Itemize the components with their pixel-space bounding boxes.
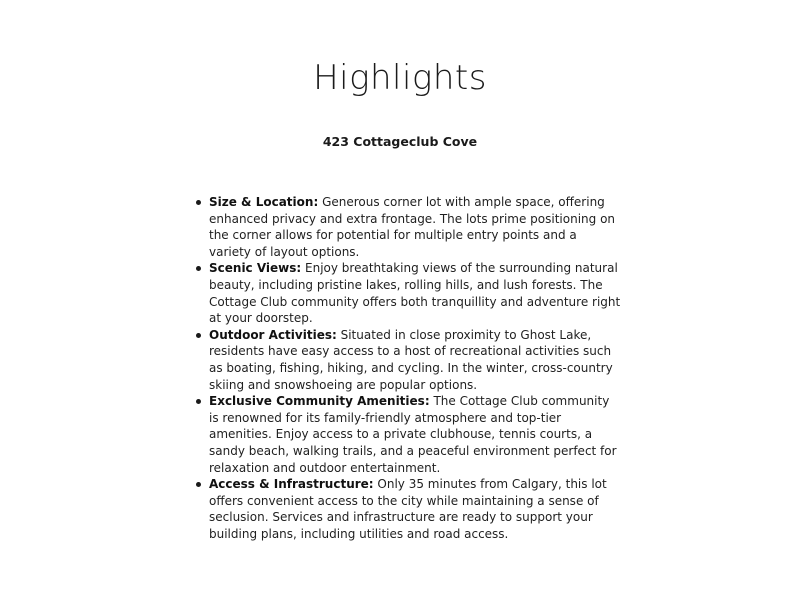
highlight-text: Situated in close proximity to Ghost Lake, residents have easy access to a host of recreational activities such as boating, fishing, hiking, and cycling. In the winter, cross-country skiing and snowshoeing are popular options. (209, 327, 613, 392)
highlight-community-amenities (192, 393, 622, 476)
bullet-icon (196, 200, 201, 205)
highlight-size-location (192, 194, 622, 260)
highlight-scenic-views (192, 260, 622, 326)
highlight-text: Enjoy breathtaking views of the surrounding natural beauty, including pristine lakes, rolling hills, and lush forests. The Cottage Club community offers both tranquillity and adventure right at your doorstep. (209, 261, 621, 326)
highlight-text: Only 35 minutes from Calgary, this lot offers convenient access to the city while maintaining a sense of seclusion. Services and infrastructure are ready to support your building plans, including utilities and road access. (209, 477, 607, 541)
highlight-heading: Access & Infrastructure: (209, 477, 374, 492)
highlight-outdoor-activities (192, 327, 622, 393)
page-title: Highlights (313, 58, 487, 98)
property-address: 423 Cottageclub Cove (322, 134, 478, 149)
highlight-heading: Outdoor Activities: (209, 327, 337, 342)
highlights-list (192, 194, 622, 542)
highlight-heading: Exclusive Community Amenities: (209, 394, 430, 409)
highlight-text: The Cottage Club community is renowned for its family-friendly atmosphere and top-tier amenities. Enjoy access to a private clubhouse, tennis courts, a sandy beach, walking trails, and a peaceful environment perfect for relaxation and outdoor entertainment. (209, 394, 617, 475)
highlight-heading: Scenic Views: (209, 261, 302, 276)
bullet-icon (196, 266, 201, 271)
bullet-icon (196, 399, 201, 404)
bullet-icon (196, 333, 201, 338)
bullet-icon (196, 482, 201, 487)
highlight-text: Generous corner lot with ample space, offering enhanced privacy and extra frontage. The lots prime positioning on the corner allows for potential for multiple entry points and a variety of layout options. (209, 195, 616, 259)
highlight-heading: Size & Location: (209, 195, 319, 209)
highlight-access-infrastructure (192, 476, 622, 542)
